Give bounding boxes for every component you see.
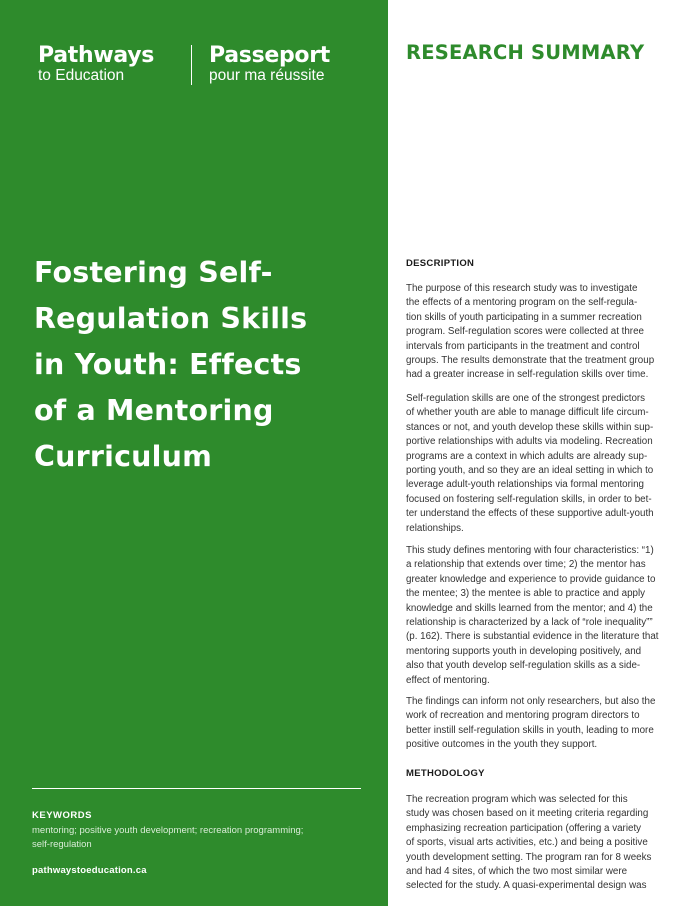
text-line: This study defines mentoring with four characteristics: “1) [406,545,654,556]
text-line: relationships. [406,522,464,534]
document-title [34,250,364,480]
logo-divider [191,45,192,85]
text-line: work of recreation and mentoring program directors to [406,710,640,722]
text-line: and had 4 sites, of which the two most similar were [406,866,628,878]
text-line: positive outcomes in the youth they support. [406,739,598,751]
text-line: portive relationships with adults via modeling. Recreation [406,436,653,448]
title-line: in Youth: Effects [34,348,302,381]
text-line: focused on fostering self-regulation skills, in order to bet- [406,493,652,505]
text-line: The recreation program which was selected for this [406,794,628,805]
logo-french-tagline: pour ma réussite [209,67,325,84]
text-line: Self-regulation skills are one of the strongest predictors [406,393,646,404]
description-paragraph-2 [406,392,680,536]
text-line: selected for the study. A quasi-experimental design was [406,880,647,892]
text-line: the mentee; 3) the mentee is able to practice and apply [406,588,646,600]
text-line: a relationship that extends over time; 2) the mentor has [406,559,646,571]
description-section [406,258,680,269]
text-line: leverage adult-youth relationships via formal mentoring [406,479,644,491]
description-paragraph-4 [406,695,680,753]
research-summary-label: RESEARCH SUMMARY [406,41,645,64]
keywords-line: self-regulation [32,839,92,850]
website-link[interactable]: pathwaystoeducation.ca [32,865,147,876]
text-line: tion skills of youth participating in a summer recreation [406,311,642,323]
text-line: study was chosen based on it meeting criteria regarding [406,808,649,820]
text-line: The purpose of this research study was to investigate [406,283,638,294]
methodology-section [406,768,680,779]
text-line: better instill self-regulation skills in youth, leading to more [406,724,654,736]
methodology-heading: METHODOLOGY [406,768,485,779]
text-line: knowledge and skills learned from the mentor; and 4) the [406,602,653,614]
text-line: of whether youth are able to manage difficult life circum- [406,407,649,419]
methodology-paragraph-1 [406,793,680,894]
description-heading: DESCRIPTION [406,258,475,269]
text-line: had a greater increase in self-regulation skills over time. [406,369,649,381]
keywords-heading: KEYWORDS [32,810,92,821]
text-line: greater knowledge and experience to provide guidance to [406,573,656,585]
text-line: relationship is characterized by a lack of “role inequality”” [406,617,653,629]
title-line: Regulation Skills [34,302,308,335]
text-line: mentoring supports youth in developing positively, and [406,645,642,657]
divider-rule [32,788,361,789]
title-line: Fostering Self- [34,256,273,289]
text-line: emphasizing recreation participation (offering a variety [406,822,642,834]
logo-english-tagline: to Education [38,67,125,84]
text-line: program. Self-regulation scores were collected at three [406,326,644,338]
text-line: stances or not, and youth develop these skills within sup- [406,421,654,433]
logo-french [209,43,330,84]
description-paragraph-1 [406,282,680,383]
logo-english-name: Pathways [38,43,155,68]
text-line: the effects of a mentoring program on the self-regula- [406,297,638,309]
keywords-list [32,824,352,852]
text-line: porting youth, and so they are an ideal setting in which to [406,465,654,477]
text-line: intervals from participants in the treatment and control [406,340,640,352]
text-line: The findings can inform not only researchers, but also the [406,696,656,707]
text-line: groups. The results demonstrate that the treatment group [406,355,655,367]
text-line: also that youth develop self-regulation skills as a side- [406,660,641,672]
logo-english [38,43,154,84]
description-paragraph-3 [406,544,680,688]
text-line: of sports, visual arts activities, etc.) and being a positive [406,837,648,849]
keywords-line: mentoring; positive youth development; recreation programming; [32,825,304,836]
logo-french-name: Passeport [209,43,331,68]
text-line: ter understand the effects of these supportive adult-youth [406,508,654,520]
text-line: effect of mentoring. [406,674,490,686]
title-line: of a Mentoring [34,394,274,427]
text-line: youth development setting. The program ran for 8 weeks [406,851,652,863]
text-line: (p. 162). There is substantial evidence in the literature that [406,631,659,643]
title-line: Curriculum [34,440,213,473]
text-line: programs are a context in which adults are already sup- [406,450,648,462]
